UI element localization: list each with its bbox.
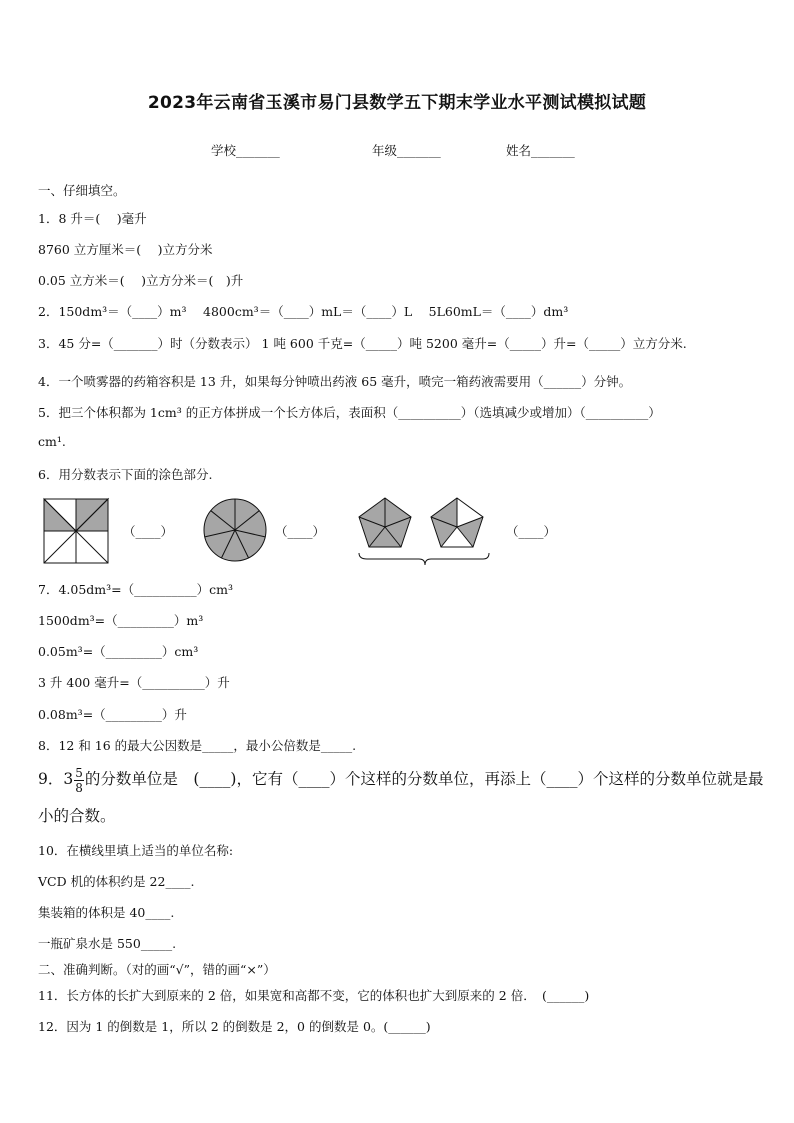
section-2-heading: 二、准确判断。（对的画“√”，错的画“×”）: [38, 962, 276, 977]
question-9-line2: 小的合数。: [38, 807, 116, 825]
question-11: 11．长方体的长扩大到原来的 2 倍，如果宽和高都不变，它的体积也扩大到原来的 2 倍． (______): [38, 988, 590, 1003]
question-8: 8．12 和 16 的最大公因数是_____，最小公倍数是_____.: [38, 738, 357, 753]
question-3: 3．45 分=（_______）时（分数表示） 1 吨 600 千克=（_____）吨 5200 毫升=（_____）升=（_____）立方分米.: [38, 336, 687, 351]
circle-figure: [203, 498, 267, 562]
school-field: 学校_______: [211, 143, 280, 158]
question-5a: 5．把三个体积都为 1cm³ 的正方体拼成一个长方体后，表面积（__________）（选填减少或增加）（__________）: [38, 405, 661, 420]
fraction-denominator: 8: [75, 780, 83, 795]
question-1b: 8760 立方厘米＝( )立方分米: [38, 242, 213, 257]
question-10: 10．在横线里填上适当的单位名称:: [38, 843, 234, 858]
question-1c: 0.05 立方米＝( )立方分米＝( )升: [38, 273, 244, 288]
question-12: 12．因为 1 的倒数是 1，所以 2 的倒数是 2，0 的倒数是 0。(______): [38, 1019, 431, 1034]
question-9-text: 的分数单位是 (____)，它有（____）个这样的分数单位，再添上（____）个这样的分数单位就是最: [84, 770, 764, 788]
question-7d: 3 升 400 毫升=（__________）升: [38, 675, 230, 690]
fraction: [74, 767, 84, 794]
question-7b: 1500dm³=（_________）m³: [38, 613, 204, 628]
blank-circle: （____）: [275, 524, 326, 539]
grade-field: 年级_______: [372, 143, 441, 158]
fraction-numerator: 5: [75, 765, 83, 780]
question-9: [38, 765, 763, 794]
section-1-heading: 一、仔细填空。: [38, 183, 126, 198]
question-4: 4．一个喷雾器的药箱容积是 13 升，如果每分钟喷出药液 65 毫升，喷完一箱药液需要用（______）分钟。: [38, 374, 632, 389]
question-9-prefix: 9．3: [38, 770, 74, 788]
question-6: 6．用分数表示下面的涂色部分.: [38, 467, 213, 482]
question-10b: 集装箱的体积是 40____.: [38, 905, 175, 920]
blank-square: （____）: [123, 524, 174, 539]
question-7c: 0.05m³=（_________）cm³: [38, 644, 199, 659]
name-field: 姓名_______: [506, 143, 575, 158]
question-7a: 7．4.05dm³=（__________）cm³: [38, 582, 233, 597]
question-7e: 0.08m³=（_________）升: [38, 707, 187, 722]
question-10a: VCD 机的体积约是 22____.: [38, 874, 195, 889]
question-2: 2．150dm³＝（____）m³ 4800cm³＝（____）mL＝（____）L 5L60mL＝（____）dm³: [38, 304, 569, 319]
page-title: 2023年云南省玉溪市易门县数学五下期末学业水平测试模拟试题: [147, 93, 647, 113]
blank-pentagons: （____）: [506, 524, 557, 539]
question-1a: 1．8 升＝( )毫升: [38, 211, 147, 226]
pentagons-figure: [355, 496, 495, 568]
square-figure: [43, 498, 109, 564]
question-5b: cm¹.: [38, 434, 66, 449]
question-10c: 一瓶矿泉水是 550_____.: [38, 936, 177, 951]
